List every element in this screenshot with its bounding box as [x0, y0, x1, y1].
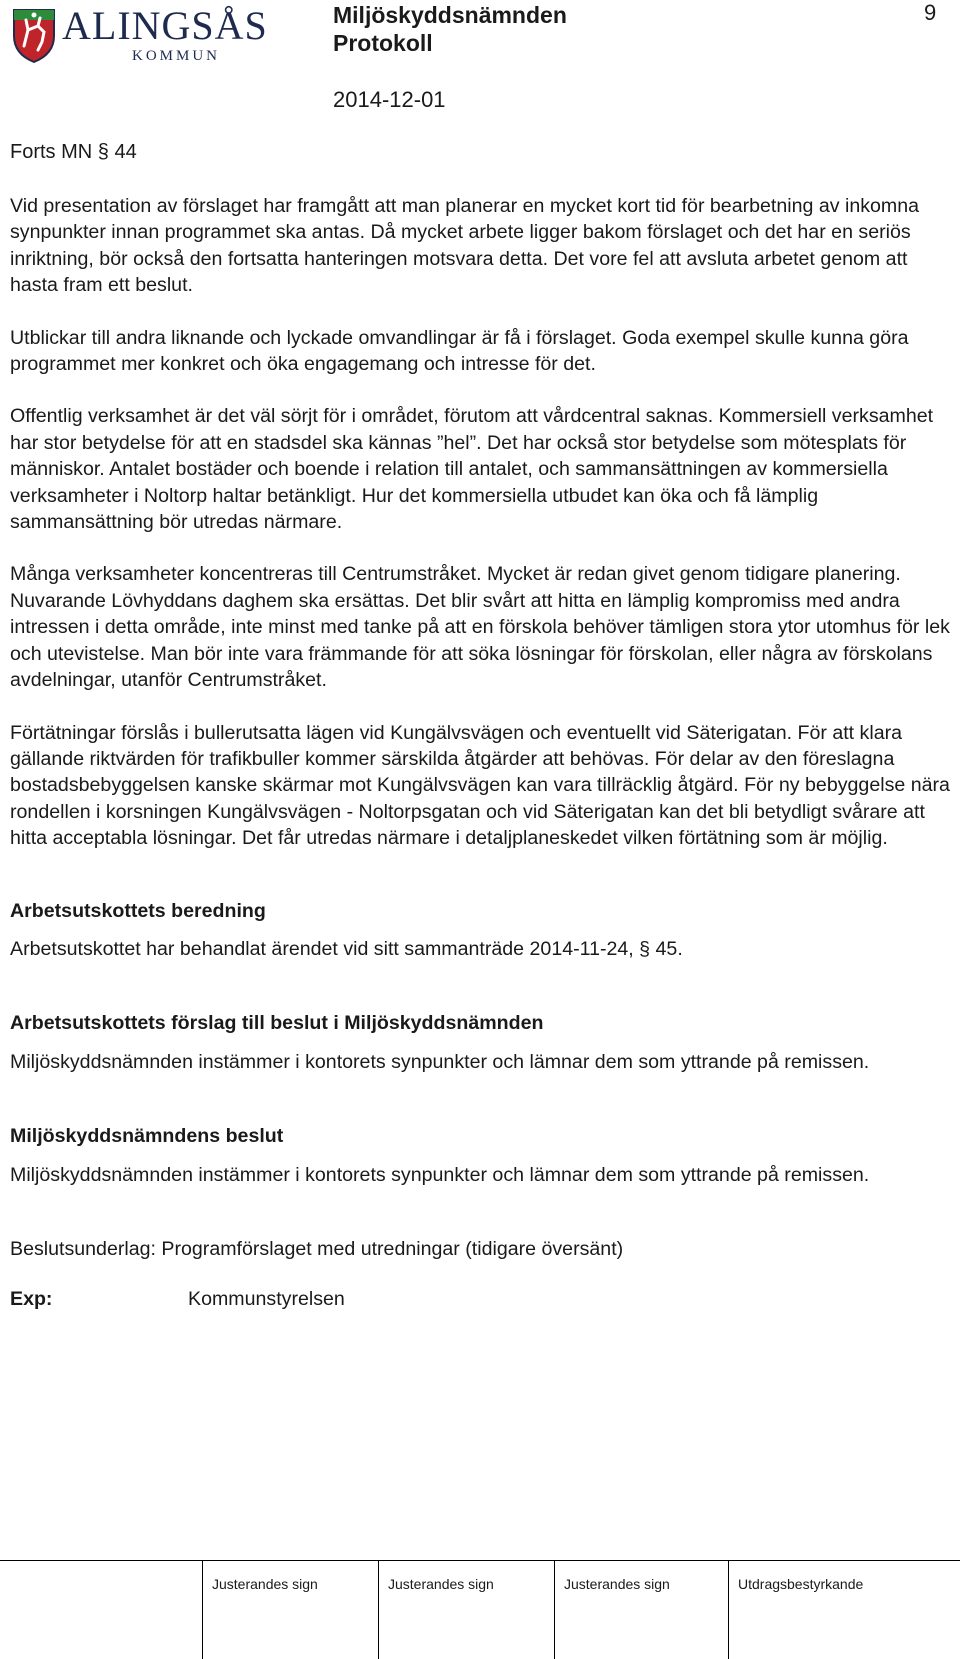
document-body — [10, 193, 950, 1313]
footer-column-divider — [728, 1560, 729, 1659]
distribution-value: Kommunstyrelsen — [188, 1288, 345, 1311]
section-text: Miljöskyddsnämnden instämmer i kontorets synpunkter och lämnar dem som yttrande på remissen. — [10, 1163, 870, 1186]
logo-sub: KOMMUN — [132, 48, 221, 64]
footer-column-divider — [378, 1560, 379, 1659]
footer-divider — [0, 1560, 960, 1561]
distribution-row — [10, 1286, 950, 1312]
section-heading: Arbetsutskottets beredning — [10, 899, 266, 922]
section-beredning — [10, 898, 950, 963]
section-heading: Arbetsutskottets förslag till beslut i Miljöskyddsnämnden — [10, 1012, 544, 1035]
section-text: Miljöskyddsnämnden instämmer i kontorets synpunkter och lämnar dem som yttrande på remissen. — [10, 1050, 870, 1073]
section-text: Arbetsutskottet har behandlat ärendet vid sitt sammanträde 2014-11-24, § 45. — [10, 937, 683, 960]
paragraph: Förtätningar förslås i bullerutsatta lägen vid Kungälvsvägen och eventuellt vid Säterigatan. För att klara gällande riktvärden för trafikbuller kommer särskilda åtgärder att behövas. För delar av den föreslagna bostadsbebyggelsen kanske skärmar mot Kungälvsvägen kan vara tillräcklig åtgärd. För ny bebyggelse nära rondellen i korsningen Kungälvsvägen - Noltorpsgatan och vid Säterigatan kan det bli betydligt svårare att hitta acceptabla lösningar. Det får utredas närmare i detaljplaneskedet vilken förtätning som är möjlig. — [10, 721, 950, 850]
paragraph: Många verksamheter koncentreras till Centrumstråket. Mycket är redan givet genom tidigare planering. Nuvarande Lövhyddans daghem ska ersättas. Det blir svårt att hitta en lämplig kompromiss med andra intressen i detta område, inte minst med tanke på att en förskola behöver tämligen stora ytor utomhus för lek och utevistelse. Man bör inte vara främmande för att söka lösningar för förskolan, eller några av förskolans avdelningar, utanför Centrumstråket. — [10, 563, 950, 692]
signature-label: Justerandes sign — [212, 1576, 318, 1592]
logo-name: ALINGSÅS — [62, 3, 268, 48]
footer-column-divider — [202, 1560, 203, 1659]
section-heading: Miljöskyddsnämndens beslut — [10, 1125, 284, 1148]
section-forslag — [10, 1010, 950, 1075]
paragraph: Offentlig verksamhet är det väl sörjt för i området, förutom att vårdcentral saknas. Kommersiell verksamhet har stor betydelse för att en stadsdel ska kännas ”hel”. Det har också stor betydelse som mötesplats för människor. Antalet bostäder och boende i relation till antalet, och sammansättningen av kommersiella verksamheter i Noltorp haltar betänkligt. Hur det kommersiella utbudet kan öka och få lämplig sammansättning bör utredas närmare. — [10, 405, 934, 534]
page-number: 9 — [924, 0, 937, 25]
coat-of-arms-icon — [10, 6, 58, 64]
continuation-label: Forts MN § 44 — [10, 141, 137, 163]
distribution-label: Exp: — [10, 1288, 53, 1311]
footer-column-divider — [554, 1560, 555, 1659]
decision-basis: Beslutsunderlag: Programförslaget med utredningar (tidigare översänt) — [10, 1237, 624, 1260]
section-beslut — [10, 1123, 950, 1188]
document-type: Protokoll — [333, 30, 433, 56]
committee-title: Miljöskyddsnämnden — [333, 2, 567, 28]
signature-label: Justerandes sign — [388, 1576, 494, 1592]
certification-label: Utdragsbestyrkande — [738, 1576, 864, 1592]
signature-label: Justerandes sign — [564, 1576, 670, 1592]
paragraph: Utblickar till andra liknande och lyckade omvandlingar är få i förslaget. Goda exempel skulle kunna göra programmet mer konkret och öka engagemang och intresse för det. — [10, 326, 909, 376]
paragraph: Vid presentation av förslaget har framgått att man planerar en mycket kort tid för bearbetning av inkomna synpunkter innan programmet ska antas. Då mycket arbete ligger bakom förslaget och det har en seriös inriktning, bör också den fortsatta hanteringen motsvara detta. Det vore fel att avsluta arbetet genom att hasta fram ett beslut. — [10, 195, 920, 297]
meeting-date: 2014-12-01 — [333, 87, 446, 112]
